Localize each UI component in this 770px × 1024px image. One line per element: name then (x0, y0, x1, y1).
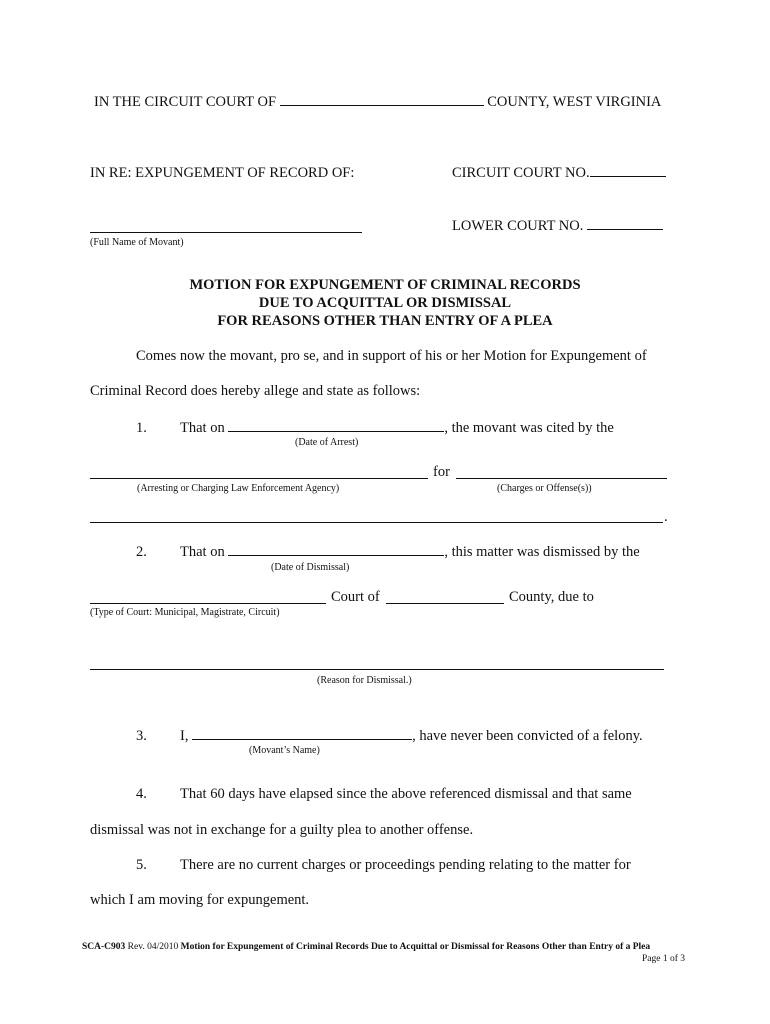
item-3-lead: I, (180, 728, 189, 744)
circuit-court-no (452, 165, 666, 182)
item-5-line-1: There are no current charges or proceedings pending relating to the matter for (180, 857, 631, 873)
intro-line-1: Comes now the movant, pro se, and in support of his or her Motion for Expungement of (136, 348, 647, 364)
form-footer (82, 942, 650, 952)
item-5-number: 5. (136, 857, 147, 873)
item-2-lead: That on (180, 544, 225, 560)
item-5-line-2: which I am moving for expungement. (90, 892, 310, 908)
reason-blank[interactable] (90, 669, 664, 670)
in-re-label: IN RE: EXPUNGEMENT OF RECORD OF: (90, 165, 355, 181)
date-of-dismissal-blank[interactable] (228, 554, 444, 556)
county-blank[interactable] (280, 104, 484, 106)
item-3-number: 3. (136, 728, 147, 744)
court-type-blank[interactable] (90, 603, 326, 604)
item-4-line-1: That 60 days have elapsed since the above referenced dismissal and that same (180, 786, 632, 802)
title-line-3: FOR REASONS OTHER THAN ENTRY OF A PLEA (217, 313, 553, 329)
court-header (94, 94, 661, 111)
court-prefix: IN THE CIRCUIT COURT OF (94, 94, 277, 110)
lower-court-no (452, 218, 663, 235)
circuit-court-no-label: CIRCUIT COURT NO. (452, 165, 590, 181)
title-line-2: DUE TO ACQUITTAL OR DISMISSAL (258, 295, 512, 311)
item-2-line (180, 544, 640, 561)
court-suffix: COUNTY, WEST VIRGINIA (487, 94, 662, 110)
page-number: Page 1 of 3 (641, 954, 685, 964)
agency-blank[interactable] (90, 478, 428, 479)
item-1-tail: , the movant was cited by the (444, 420, 614, 436)
intro-line-2: Criminal Record does hereby allege and state as follows: (90, 383, 421, 399)
title-line-1: MOTION FOR EXPUNGEMENT OF CRIMINAL RECORDS (189, 277, 581, 293)
item-1-line (180, 420, 614, 437)
date-of-dismissal-caption: (Date of Dismissal) (271, 562, 350, 573)
form-id: SCA-C903 (82, 942, 126, 952)
charges-continued-blank[interactable] (90, 522, 663, 523)
item-1-number: 1. (136, 420, 147, 436)
item-1-lead: That on (180, 420, 225, 436)
reason-caption: (Reason for Dismissal.) (317, 675, 412, 686)
dismissal-county-blank[interactable] (386, 603, 504, 604)
court-type-caption: (Type of Court: Municipal, Magistrate, Circuit) (90, 607, 280, 618)
movant-name-blank[interactable] (90, 232, 362, 233)
agency-caption: (Arresting or Charging Law Enforcement Agency) (137, 483, 340, 494)
lower-court-no-blank[interactable] (587, 228, 663, 230)
item-4-number: 4. (136, 786, 147, 802)
movant-name-caption: (Full Name of Movant) (90, 237, 184, 248)
date-of-arrest-caption: (Date of Arrest) (295, 437, 359, 448)
item-1-period: . (664, 509, 668, 525)
item-2-number: 2. (136, 544, 147, 560)
date-of-arrest-blank[interactable] (228, 430, 444, 432)
lower-court-no-label: LOWER COURT NO. (452, 218, 584, 234)
item-2-tail: , this matter was dismissed by the (444, 544, 640, 560)
item-3-line (180, 728, 643, 745)
circuit-court-no-blank[interactable] (590, 175, 666, 177)
movant-name-field-caption: (Movant’s Name) (249, 745, 320, 756)
item-4-line-2: dismissal was not in exchange for a guilty plea to another offense. (90, 822, 474, 838)
charges-blank[interactable] (456, 478, 667, 479)
movant-name-field[interactable] (192, 738, 412, 740)
form-footer-title: Motion for Expungement of Criminal Records Due to Acquittal or Dismissal for Reasons Other than Entry of a Plea (180, 942, 651, 952)
court-of-label: Court of (331, 589, 380, 605)
for-label: for (433, 464, 450, 480)
county-due-label: County, due to (509, 589, 594, 605)
charges-caption: (Charges or Offense(s)) (497, 483, 592, 494)
item-3-tail: , have never been convicted of a felony. (412, 728, 643, 744)
form-revision: Rev. 04/2010 (125, 942, 181, 952)
